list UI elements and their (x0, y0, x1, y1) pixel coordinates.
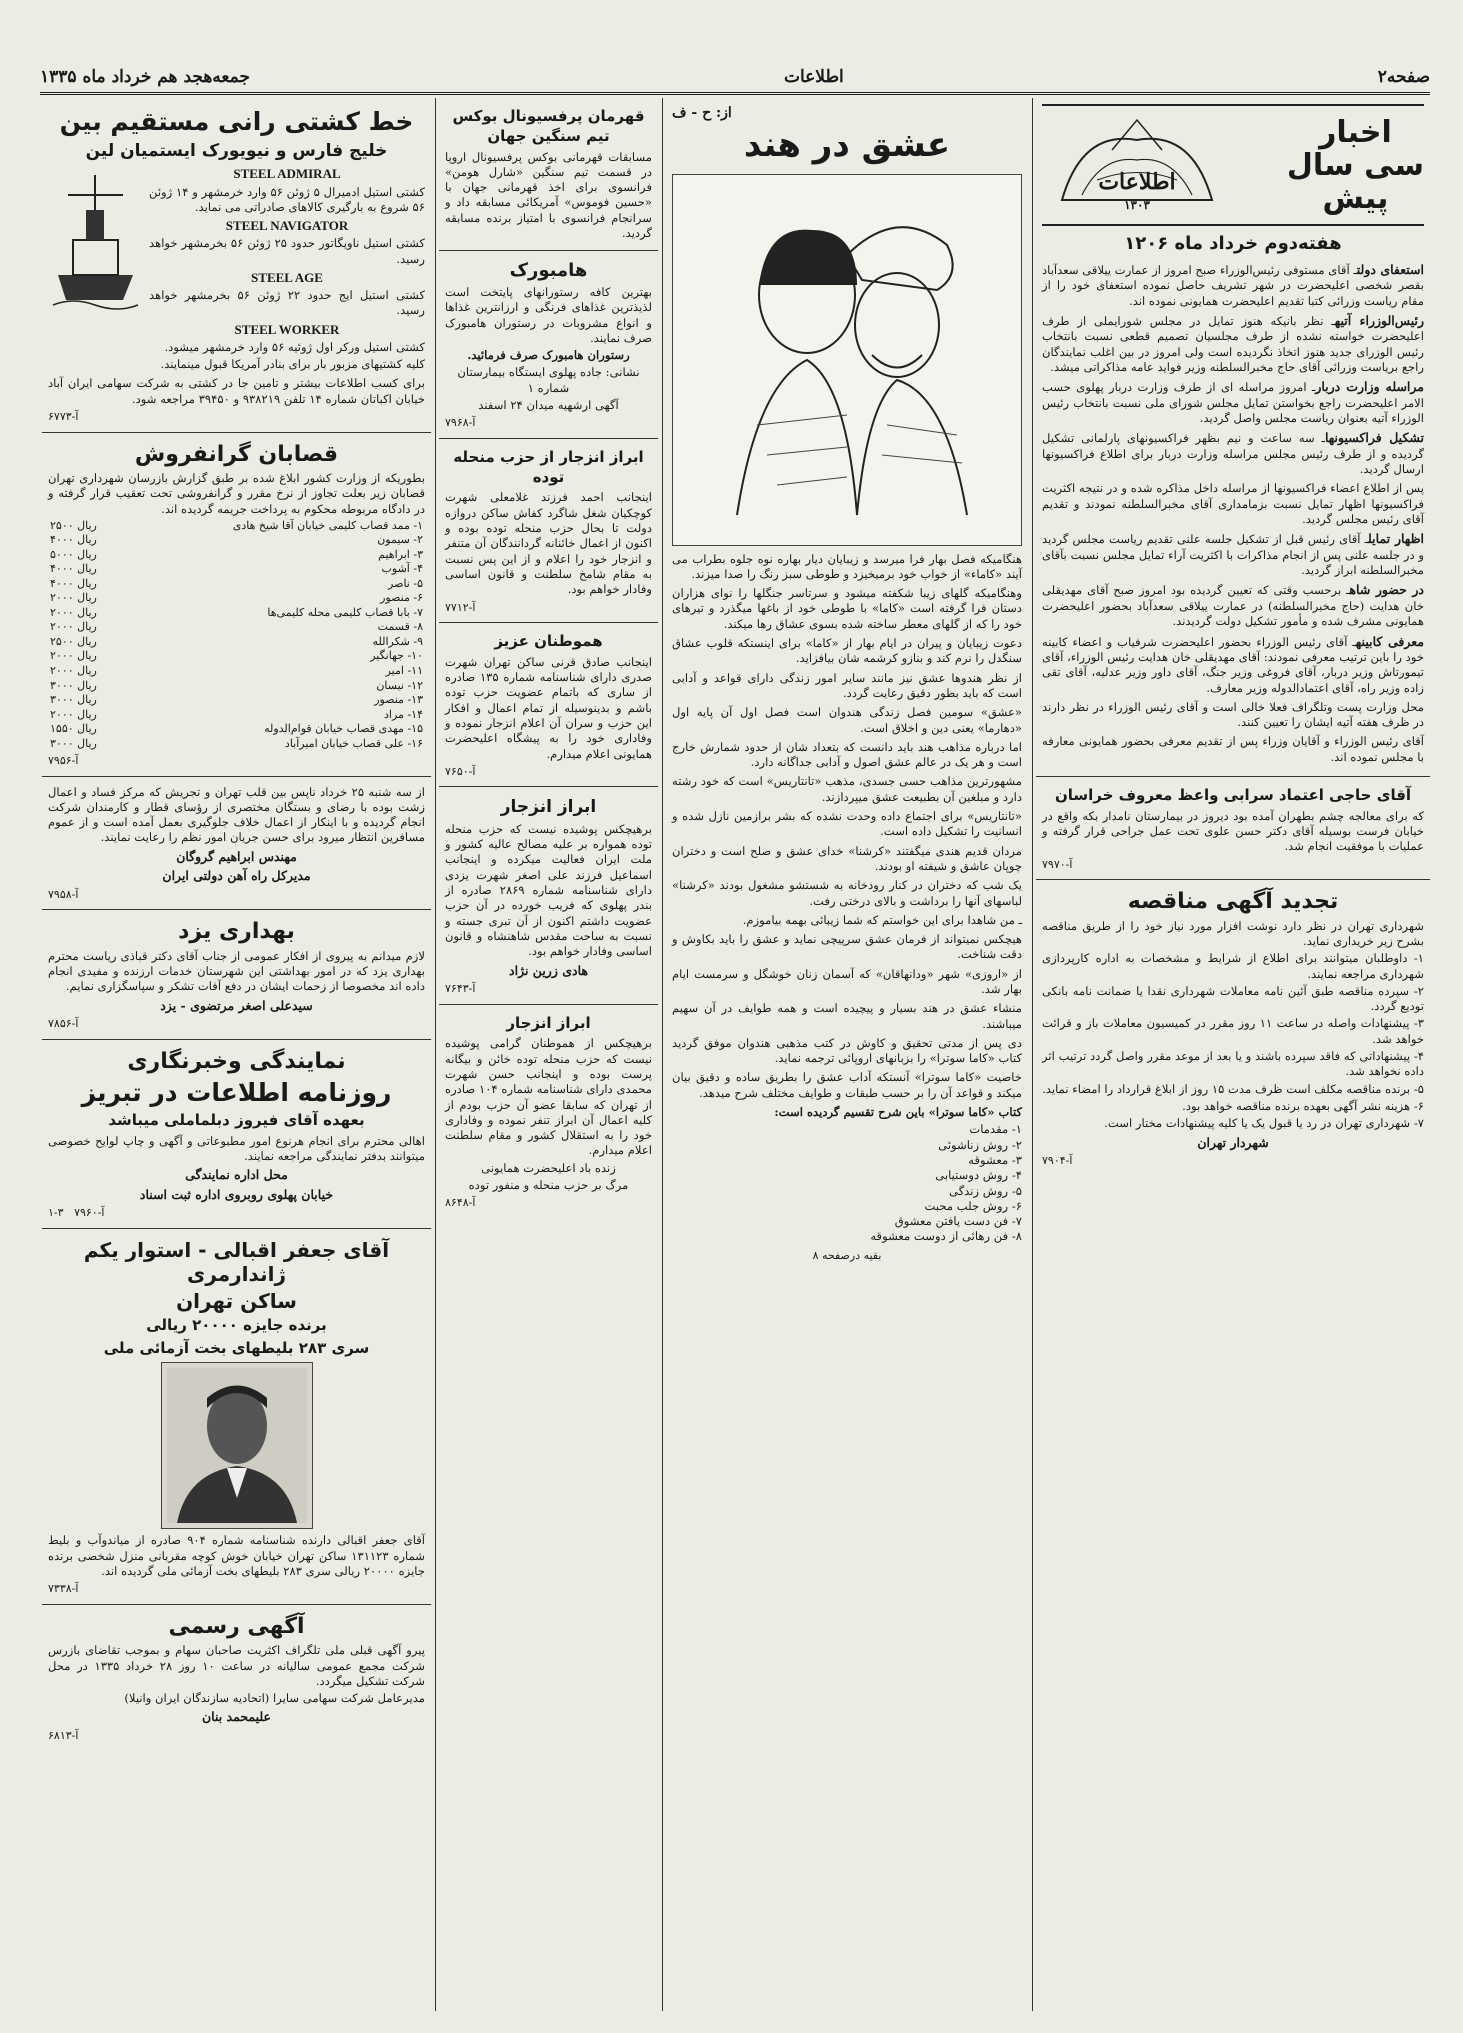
continued-note: بقیه درصفحه ۸ (812, 1248, 882, 1262)
table-row (48, 635, 425, 650)
butcher-name: ۱۰- جهانگیر (370, 649, 423, 663)
winner-photo (161, 1362, 313, 1529)
butcher-name: ۹- شکرالله (372, 634, 423, 648)
official-body: پیرو آگهی قبلی ملی تلگراف اکثریت صاحبان سهام و بموجب تقاضای بازرس شرکت مجمع عمومی سالیانه در ساعت ۱۰ روز ۲۸ خرداد ۱۳۳۵ در محل شرکت تشکیل میگردد. (48, 1643, 426, 1688)
sisal-paragraph (1042, 430, 1424, 477)
renounce-signer: هادی زرین نژاد (509, 962, 588, 978)
couple-drawing (697, 185, 997, 535)
column-feature (666, 98, 1028, 2011)
table-row (48, 562, 425, 577)
article-paragraph: ـ من شاهدا برای این خواستم که شما زیبائی بهمه بیاموزم. (742, 912, 1022, 927)
ad-code: آ-۷۷۱۲ (445, 600, 476, 614)
article-paragraph: از «اروزی» شهر «ودانهاقان» که آسمان زنان خوشگل و سرمست ایام بهار شد. (672, 966, 1022, 996)
kama-list (672, 1122, 1022, 1244)
issue-date: جمعه‌هجد هم خرداد ماه ۱۳۳۵ (40, 67, 250, 87)
fine-amount: ۲۰۰۰ ریال (50, 707, 97, 721)
article-paragraph: دعوت زیبایان و پیران در ایام بهار از «کاما» برای اینستکه قلوب عشاق سنگدل را نرم کند و بنازو کرشمه شان بیافزاید. (672, 636, 1022, 666)
railway-signer-title: مدیرکل راه آهن دولتی ایران (162, 868, 311, 884)
paragraph-text: ـ سه ساعت و نیم بظهر فراکسیونهای پارلمانی تشکیل گردیده و از طرف رئیس مجلس مراسله وزارت دربار برای اطلاع فراکسیونها ارسال گردید. (1042, 431, 1424, 477)
shipping-ad: خط کشتی رانی مستقیم بین خلیج فارس و نیویورک ایستمیان لین STEEL ADMIRAL کشتی استیل ادمیرال ۵ ژوئن ۵۶ وارد خرمشهر و ۱۴ ژوئن ۵۶ شروع به بارگیری کالاهای صادراتی می نماید. STEEL NAVIGATOR کشتی استیل ناویگاتور حدود ۲۵ ژوئن ۵۶ بخرمشهر خواهد رسید. STEEL AGE کشتی استیل ایج حدود ۲۲ ژوئن ۵۶ بخرمشهر خواهد رسید. STEEL WORKER کشتی استیل ورکر اول ژوئیه ۵۶ وارد خرمشهر میشود. کلیه کشتیهای مزبور بار برای بنادر آمریکا قبول مینمایند. برای کسب اطلاعات بیشتر و تامین جا در کشتی به شرکت سهامی ایران آباد خیابان اکباتان شماره ۱۴ تلفن ۹۳۸۲۱۹ و ۳۹۴۵۰ مراجعه شود. آ-۶۷۷۳ (42, 98, 431, 433)
ad-code: آ-۷۹۵۶ (48, 754, 79, 768)
fine-amount: ۴۰۰۰ ریال (50, 562, 97, 576)
sisal-paragraph (1042, 700, 1424, 731)
tender-item: ۱- داوطلبان میتوانند برای اطلاع از شرایط و مشخصات به اداره کارپردازی شهرداری مراجعه نمایند. (1042, 951, 1424, 981)
fine-amount: ۳۰۰۰ ریال (50, 736, 97, 750)
fine-amount: ۲۵۰۰ ریال (50, 634, 97, 648)
kama-list-title: کتاب «کاما سوترا» باین شرح تقسیم گردیده است: (774, 1105, 1022, 1120)
fine-amount: ۲۰۰۰ ریال (50, 620, 97, 634)
list-item: ۱- مقدمات (969, 1122, 1022, 1137)
ad-code: آ-۷۳۳۸ (48, 1582, 79, 1596)
table-row (48, 664, 425, 679)
tender-title: تجدید آگهی مناقصه (1127, 889, 1339, 915)
yazd-body: لازم میدانم به پیروی از افکار عمومی از جناب آقای دکتر قباذی ریاست محترم بهداری یزد که در امور بهداشتی این شهرستان خدمات ارزنده و مفیدی انجام داده اند مخصوصا از زحمات ایشان در دفع آفات تشکر و سپاسگزاری نمایم. (48, 948, 425, 994)
renounce-party-2 (439, 787, 658, 1004)
article-author: از: ح - ف (672, 105, 732, 121)
butcher-name: ۱۶- علی قصاب خیابان امیرآباد (284, 736, 423, 750)
paragraph-text: پس از اطلاع اعضاء فراکسیونها از مراسله داخل مذاکره شده و در نتیجه اکثریت فراکسیونها اظهار تمایل نسبت بزمامداری آقای مخبرالسلطنه نمودند و تقدیم آقای رئیس مجلس گردید. (1042, 481, 1424, 527)
tender-notice (1036, 880, 1430, 1175)
article-paragraph: وهنگامیکه گلهای زیبا شکفته میشود و سرتاسر جنگلها را نوای هزاران دستان فرا گرفته است «کاما» با طوطی خود از باغها میگذرد و تیرهای خود را که از گلهای معطر ساخته شده بسوی عشاق رها میکند. (672, 586, 1022, 631)
tabriz-office-ad (42, 1040, 431, 1229)
sisal-paragraph (1042, 481, 1424, 527)
khorasan-body: که برای معالجه چشم بطهران آمده بود دیروز در بیمارستان نامدار بکه واقع در خیابان فرست بوسیله آقای دکتر حسن علوی تحت عمل جراحی قرار گرفته و عملیات با موفقیت انجام شد. (1042, 808, 1424, 854)
column-divider (662, 98, 663, 2011)
table-row (48, 548, 425, 563)
hamburg-note: آگهی ارشهیه میدان ۲۴ اسفند (478, 398, 619, 413)
ad-code: آ-۷۸۵۶ (48, 1017, 79, 1031)
table-row (48, 533, 425, 548)
butchers-body: بطوریکه از وزارت کشور ابلاغ شده بر طبق گزارش بازرسان شهرداری تهران قصابان زیر بعلت تجاوز از نرخ مقرر و گرانفروشی تحت تعقیب قرار گرفته و در دادگاه مربوطه محکوم به پرداخت جریمه گردیده اند. (48, 470, 425, 516)
fine-amount: ۳۰۰۰ ریال (50, 693, 97, 707)
hamburg-title: هامبورک (509, 260, 588, 282)
butcher-name: ۱۵- مهدی قصاب خیابان قوام‌الدوله (264, 722, 423, 736)
article-paragraph: «تانتاریس» برای اجتماع داده وحدت نشده که بشر برازمین نازل شده و انسانیت را تشکیل داده است. (672, 809, 1022, 839)
tender-item: ۵- برنده مناقصه مکلف است ظرف مدت ۱۵ روز از ابلاغ قرارداد را امضاء نماید. (1042, 1081, 1424, 1096)
yazd-health-notice (42, 910, 431, 1039)
khorasan-notice (1036, 777, 1430, 880)
paragraph-lead: در حضور شاه (1349, 582, 1424, 598)
paragraph-text: ـ برحسب وقتی که تعیین گردیده بود امروز صبح آقای مهدیقلی خان هدایت (حاج مخبرالسلطنه) در عمارت ییلاقی سعدآباد بحضور اعلیحضرت همایونی مشرف شده و مأمور تشکیل دولت گردیدند. (1042, 583, 1424, 629)
table-row (48, 693, 425, 708)
compatriots-notice (439, 623, 658, 787)
hamburg-address: نشانی: جاده پهلوی ایستگاه بیمارستان شماره ۱ (457, 365, 640, 395)
official-company: مدیرعامل شرکت سهامی سایرا (اتحادیه سازندگان ایران وانیلا) (124, 1691, 425, 1706)
renounce-title: ابراز انزجار از حزب منحله توده (453, 447, 644, 486)
article-paragraph: مردان قدیم هندی میگفتند «کرشنا» خدای عشق و صلح است و دختران چوپان عاشق و شیفته او بودند. (672, 843, 1022, 873)
khorasan-title: آقای حاجی اعتماد سرابی واعظ معروف خراسان (1054, 786, 1412, 805)
table-row (48, 649, 425, 664)
table-row (48, 606, 425, 621)
winner-body: آقای جعفر اقبالی دارنده شناسنامه شماره ۹۰۴ صادره از میاندوآب و بلیط شماره ۱۳۱۱۲۳ ساکن تهران خیابان خوش کوچه مقربانی منزل شخصی برنده جایزه ۲۰۰۰۰ ریالی سری ۲۸۳ بلیطهای بخت آزمائی ملی گردیده اند. (48, 1533, 425, 1579)
paragraph-text: ـ آقای مستوفی رئیس‌الوزراء صبح امروز از عمارت ییلاقی سعدآباد بقصر شخصی اعلیحضرت در شهر تشریف حاصل نموده استعفای خود را از مقام ریاست وزرائی کتبا تقدیم اعلیحضرت همایونی نموده اند. (1042, 262, 1424, 308)
article-paragraph: یک شب که دختران در کنار رودخانه به شستشو مشغول بودند «کرشنا» لباسهای آنها را برداشت و بالای درختی رفت. (672, 878, 1022, 908)
butcher-name: ۵- ناصر (388, 576, 423, 590)
ad-code: آ-۷۹۵۸ (48, 887, 79, 901)
ship-icon (48, 165, 143, 315)
article-illustration (672, 174, 1022, 546)
winner-series: سری ۲۸۳ بلیطهای بخت آزمائی ملی (103, 1338, 370, 1357)
paragraph-lead: رئیس‌الوزراء آتیه (1334, 312, 1424, 328)
fine-amount: ۲۰۰۰ ریال (50, 649, 97, 663)
hamburg-promo: رستوران هامبورک صرف فرمائید. (467, 348, 630, 363)
tender-signer: شهردار تهران (1197, 1134, 1269, 1150)
page-number: صفحه۲ (1377, 67, 1430, 87)
yazd-signer: سیدعلی اصغر مرتضوی - یزد (160, 997, 313, 1013)
list-item: ۷- فن دست یافتن معشوق (894, 1214, 1022, 1229)
renounce-body: برهیچکس پوشیده نیست که حزب منحله توده همواره بر علیه مصالح عالیه کشور و ملت ایران فعالیت میکرده و اینجانب اسماعیل فرزند علی اصغر شهرت یزدی دارای شناسنامه شماره ۲۸۶۹ صادره از بندر پهلوی که فریب خورده در آن حزب عضویت داشتم اکنون از آن تبری جسته و نسبت به ساحت مقدس شاهنشاه و قانون اساسی وفادار خواهم بود. (445, 821, 653, 959)
ad-code: آ-۶۷۷۳ (48, 410, 79, 424)
fine-amount: ۴۰۰۰ ریال (50, 576, 97, 590)
sisal-week-heading: هفته‌دوم خرداد ماه ۱۲۰۶ (1124, 233, 1342, 254)
butchers-title: قصابان گرانفروش (134, 441, 339, 467)
ad-code: آ-۷۶۴۳ (445, 982, 476, 996)
ad-code: آ-۷۹۶۰ (74, 1206, 105, 1220)
ship-name: STEEL ADMIRAL (233, 166, 341, 182)
butcher-name: ۳- ابراهیم (378, 547, 423, 561)
paragraph-text: محل وزارت پست وتلگراف فعلا خالی است و آقای رئیس الوزراء در نظر دارند در ظرف هفته آتیه ایشان را تعیین کنند. (1042, 699, 1424, 730)
butcher-name: ۶- منصور (380, 591, 423, 605)
ship-name: STEEL WORKER (234, 321, 340, 337)
compatriots-body: اینجانب صادق قرنی ساکن تهران شهرت صدری دارای شناسنامه شماره ۱۳۵ صادره از ساری که باتمام عضویت حزب توده باشم و بدینوسیله از تمام اعمال و افکار این حزب و سران آن اعلام انزجار نموده و وفاداری خود را به پیشگاه اعلیحضرت همایونی اعلام میدارم. (445, 654, 652, 761)
hamburg-ad (439, 251, 658, 438)
renounce-body: اینجانب احمد فرزند غلامعلی شهرت کوچکیان شغل شاگرد کفاش ساکن دروازه دولت تا بحال حزب منحله توده بوده و اکنون از اعمال خائنانه گردانندگان آن متنفر و انزجار خود را اعلام و از این پس نسبت به مقام شامخ سلطنت و قانون اساسی وفادار خواهم بود. (445, 490, 652, 597)
butcher-name: ۱۱- امیر (385, 663, 423, 677)
article-paragraph: خاصیت «کاما سوترا» آنستکه آداب عشق را بطریق ساده و دقیق بیان میکند و قواعد آن را بر حسب طبقات و طوایف مختلف شرح میدهد. (672, 1070, 1022, 1100)
tender-item: ۲- سپرده مناقصه طبق آئین نامه معاملات شهرداری نقدا یا ضمانت نامه بانکی تودیع گردد. (1042, 983, 1424, 1014)
ship-name: STEEL NAVIGATOR (225, 218, 349, 234)
tabriz-body: اهالی محترم برای انجام هرنوع امور مطبوعاتی و آگهی و چاپ لوایح خصوصی میتوانند بدفتر نمایندگی مراجعه نمایند. (48, 1133, 425, 1164)
fine-amount: ۲۰۰۰ ریال (50, 591, 97, 605)
renounce-party-3 (439, 1005, 658, 1218)
ettelaat-logo (1042, 110, 1232, 220)
article-paragraph: اما درباره مذاهب هند باید دانست که بتعداد شان از حدود شمارش خارج است و هر یک در عالم عشق اصول و آدابی جداگانه دارد. (672, 739, 1022, 770)
winner-prize: برنده جایزه ۲۰۰۰۰ ریالی (146, 1315, 327, 1334)
fine-amount: ۲۵۰۰ ریال (50, 518, 97, 532)
butchers-notice (42, 433, 431, 777)
paragraph-lead: اظهار تمایل (1368, 531, 1424, 547)
table-row (48, 708, 425, 723)
sisal-paragraph (1042, 531, 1424, 578)
paragraph-text: آقای رئیس الوزراء و آقایان وزراء پس از تقدیم معرفی بحضور همایونی معارفه با مجلس نموده اند. (1042, 734, 1424, 764)
ad-code-2: ۳-۱ (48, 1206, 64, 1220)
railway-signer: مهندس ابراهیم گروگان (176, 848, 297, 864)
renounce-party-1 (439, 439, 658, 623)
article-paragraph: از نظر هندوها عشق نیز مانند سایر امور زندگی دارای قواعد و آدابی است که باید بطور دقیق رعایت گردد. (672, 670, 1022, 700)
article-paragraph: مشهورترین مذاهب حسی جسدی، مذهب «تانتاریس» است که خود رشته دارد و مبلغین آن بطبیعت عشق میپردازند. (672, 774, 1022, 804)
renounce-sign-line-2: مرگ بر حزب منحله و منفور توده (468, 1178, 629, 1193)
tabriz-title: نمایندگی وخبرنگاری (127, 1048, 346, 1074)
table-row (48, 679, 425, 694)
sisal-paragraph (1042, 582, 1424, 629)
table-row (48, 722, 425, 737)
sisal-paragraph (1042, 734, 1424, 765)
article-title: عشق در هند (743, 125, 951, 166)
sisal-paragraph (1042, 262, 1424, 309)
sisal-paragraph (1042, 313, 1424, 375)
paragraph-text: ـ امروز مراسله ای از طرف وزارت دربار پهلوی حسب الامر اعلیحضرت راجع بخواستن تمایل مجلس شورای ملی نسبت بانتخاب رئیس الوزراء آتیه بعنوان ریاست مجلس واصل گردید. (1042, 380, 1424, 426)
fine-amount: ۵۰۰۰ ریال (50, 547, 97, 561)
renounce-title: ابراز انزجار (500, 797, 597, 818)
article-paragraph: «عشق» سومین فصل زندگی هندوان است فصل اول آن پایه اول «دهارما» یعنی دین و اخلاق است. (672, 705, 1022, 735)
hamburg-body: بهترین کافه رستورانهای پایتخت است لذیذترین غذاهای فرنگی و ارزانترین غذاها و انواع مشروبات در رستوران هامبورک صرف نمایند. (445, 284, 652, 345)
article-paragraph: هنگامیکه فصل بهار فرا میرسد و زیبایان دیار بهاره نوه جلوه بطراب می آیند «کاماء» از خواب خود برمیخیزد و طوطی سبز رنگ را صدا میزند. (672, 551, 1022, 581)
fines-table (48, 519, 425, 751)
butcher-name: ۱- ممد قصاب کلیمی خیابان آقا شیخ هادی (232, 518, 423, 532)
table-row (48, 519, 425, 534)
logo-year: ۱۳۰۳ (1124, 198, 1150, 212)
renounce-title: ابراز انزجار (506, 1013, 591, 1032)
article-paragraph: دی پس از مدتی تحقیق و کاوش در کتب مذهبی هندوان موفق گردید کتاب «کاما سوترا» را بزبانهای اروپائی ترجمه نماید. (672, 1035, 1022, 1066)
ship-name: STEEL AGE (251, 269, 323, 285)
feature-article (666, 98, 1028, 1270)
official-title: آگهی رسمی (168, 1613, 305, 1639)
butcher-name: ۱۴- مراد (384, 707, 423, 721)
tender-items (1042, 951, 1424, 1131)
sisal-title: اخبار سی سال پیش (1286, 114, 1424, 216)
tender-item: ۴- پیشنهاداتی که فاقد سپرده باشند و یا بعد از موعد مقرر واصل گردد ترتیب اثر داده نخواهد شد. (1042, 1049, 1424, 1079)
butcher-name: ۲- سیمون (377, 533, 423, 547)
article-paragraph: هیچکس نمیتواند از فرمان عشق سرپیچی نماید و عشق را باید بکاوش و دقت شناخت. (672, 932, 1022, 962)
tabriz-title-2: روزنامه اطلاعات در تبریز (81, 1077, 392, 1107)
paragraph-text: ـ نظر بانیکه هنوز تمایل در مجلس شورایملی از طرف اعلیحضرت خواسته نشده از طرف مجلسیان تصمیم قطعی نسبت بانتخاب رئیس الوزرای جدید هنوز اتخاذ نگردیده است ولی امروز در بین اغلب نمایندگان راجع بریاست وزرائی آقای حاج مخبرالسلطنه وزیر فواید عامه مذاکراتی میشد. (1042, 313, 1424, 374)
butcher-name: ۸- قسمت (377, 620, 423, 634)
tabriz-address: خیابان پهلوی روبروی اداره ثبت اسناد (139, 1186, 334, 1202)
logo-text: اطلاعات (1098, 169, 1176, 195)
fine-amount: ۱۵۵۰ ریال (50, 722, 97, 736)
railway-body: از سه شنبه ۲۵ خرداد ناپس بین قلب تهران و تجریش که مرکز فساد و اعمال زشت بوده با رضای و بستگان مختصری از رؤسای قطار و کارمندان شرکت انجام گردیده و با اینکار از اعمال خلاف جلوگیری بعمل آمده است و از عموم مسافرین انتظار میرود برای حسن جریان امور نظم را رعایت نمایند. (48, 784, 426, 845)
official-signer: علیمحمد بنان (201, 1709, 272, 1725)
tender-item: ۷- شهرداری تهران در رد یا قبول یک یا کلیه پیشنهادات مختار است. (1104, 1116, 1424, 1131)
table-row (48, 591, 425, 606)
paragraph-lead: تشکیل فراکسیونها (1324, 430, 1424, 446)
fine-amount: ۲۰۰۰ ریال (50, 605, 97, 619)
sisal-header (1042, 104, 1424, 226)
yazd-title: بهداری یزد (178, 919, 295, 945)
butcher-name: ۴- آشوب (381, 562, 423, 576)
list-item: ۳- معشوقه (968, 1152, 1022, 1167)
fine-amount: ۳۰۰۰ ریال (50, 678, 97, 692)
paper-name: اطلاعات (783, 67, 844, 87)
table-row (48, 620, 425, 635)
ad-code: آ-۸۶۴۸ (445, 1196, 476, 1210)
ad-code: آ-۷۹۷۰ (1042, 857, 1073, 871)
sisal-paragraphs (1042, 262, 1424, 765)
railway-notice (42, 777, 431, 911)
official-notice (42, 1605, 431, 1751)
ad-code: آ-۷۹۰۴ (1042, 1154, 1073, 1168)
list-item: ۵- روش زندگی (949, 1183, 1022, 1198)
lottery-winner-ad (42, 1229, 431, 1605)
sisal-section (1036, 98, 1430, 777)
ad-code: آ-۷۶۵۰ (445, 764, 476, 778)
fine-amount: ۲۰۰۰ ریال (50, 663, 97, 677)
butcher-name: ۱۳- منصور (374, 693, 423, 707)
boxing-news (439, 98, 658, 251)
tender-item: ۶- هزینه نشر آگهی بعهده برنده مناقصه خواهد بود. (1182, 1098, 1424, 1113)
column-notices (439, 98, 658, 2011)
butcher-name: ۱۲- نیسان (376, 678, 423, 692)
butcher-name: ۷- بابا قصاب کلیمی محله کلیمی‌ها (267, 605, 423, 619)
sisal-paragraph (1042, 634, 1424, 696)
shipping-subtitle: خلیج فارس و نیویورک ایستمیان لین (85, 141, 388, 161)
list-item: ۶- روش جلب محبت (924, 1198, 1022, 1213)
tender-intro: شهرداری تهران در نظر دارد نوشت افزار مورد نیاز خود را از طریق مناقصه بشرح زیر خریداری نماید. (1042, 918, 1424, 948)
ad-code: آ-۶۸۱۳ (48, 1728, 79, 1742)
article-paragraphs (672, 552, 1022, 1102)
list-item: ۲- روش زناشوئی (938, 1137, 1022, 1152)
article-paragraph: منشاء عشق در هند بسیار و پیچیده است و همه طوایف در آن سهیم میباشند. (672, 1001, 1022, 1031)
ad-code: آ-۷۹۶۸ (445, 416, 476, 430)
winner-title-2: ساکن تهران (176, 1288, 297, 1313)
paragraph-lead: معرفی کابینه (1355, 633, 1424, 649)
paragraph-lead: مراسله وزارت دربار (1315, 379, 1424, 395)
boxing-title: قهرمان پرفسیونال بوکس تیم سنگین جهان (452, 107, 645, 145)
column-sisal (1036, 98, 1430, 2011)
tender-item: ۳- پیشنهادات واصله در ساعت ۱۱ روز مقرر در کمیسیون معاملات باز و قرائت خواهد شد. (1042, 1016, 1424, 1046)
paragraph-text: ـ آقای رئیس الوزراء بحضور اعلیحضرت شرفیاب و اعضاء کابینه خود را باین ترتیب معرفی نمودند: آقای مهدیقلی خان هدایت رئیس الوزراء، آقای تیمورتاش وزیر دربار، آقای فروغی وزیر جنگ، آقای داور وزیر عدلیه، آقای تقی زاده وزیر راه، آقای اعتمادالدوله وزیر معارف. (1042, 634, 1424, 695)
list-item: ۸- فن رهائی از دوست معشوقه (870, 1229, 1022, 1244)
masthead (40, 62, 1430, 95)
paragraph-lead: استعفای دولت (1356, 261, 1424, 277)
column-ads (42, 98, 431, 2011)
column-divider (435, 98, 436, 2011)
tabriz-sub: بعهده آقای فیروز دبلماملی میباشد (108, 1110, 365, 1129)
tabriz-address-label: محل اداره نمایندگی (185, 1167, 288, 1183)
column-divider (1032, 98, 1033, 2011)
paragraph-text: ـ آقای رئیس قبل از تشکیل جلسه علنی تقدیم ریاست مجلس گردید و در جلسه علنی پس از انجام مذاکرات با اکثریت آراء تمایل مجلس نسبت بآقای مخبرالسلطنه ابراز گردید. (1042, 532, 1424, 578)
sisal-paragraph (1042, 379, 1424, 426)
winner-title: آقای جعفر اقبالی - استوار یکم ژاندارمری (83, 1237, 390, 1286)
compatriots-title: هموطنان عزیز (494, 632, 603, 651)
fine-amount: ۴۰۰۰ ریال (50, 533, 97, 547)
table-row (48, 737, 425, 752)
renounce-sign-line: زنده باد اعلیحضرت همایونی (481, 1160, 616, 1175)
renounce-body: برهیچکس از هموطنان گرامی پوشیده نیست که حزب منحله توده خائن و بیگانه پرست بوده و اینجانب حسن شهرت محمدی دارای شناسنامه شماره ۱۰۴ صادره از تهران که سابقا عضو آن حزب بودم از کلیه اعمال آن ابراز تنفر نموده و وفاداری خود را به استقلال کشور و مقام سلطنت اعلام میدارم. (445, 1036, 652, 1158)
table-row (48, 577, 425, 592)
boxing-body: مسابقات قهرمانی بوکس پرفسیونال اروپا در قسمت تیم سنگین «شارل هومن» فرانسوی برای اخذ قهرمانی جهان با «حسین فوموس» آمریکائی مسابقه داد و سرانجام فرانسوی با امتیاز برنده مسابقه گردید. (445, 149, 652, 241)
shipping-title: خط کشتی رانی مستقیم بین (59, 107, 414, 136)
list-item: ۴- روش دوستیابی (935, 1168, 1022, 1183)
